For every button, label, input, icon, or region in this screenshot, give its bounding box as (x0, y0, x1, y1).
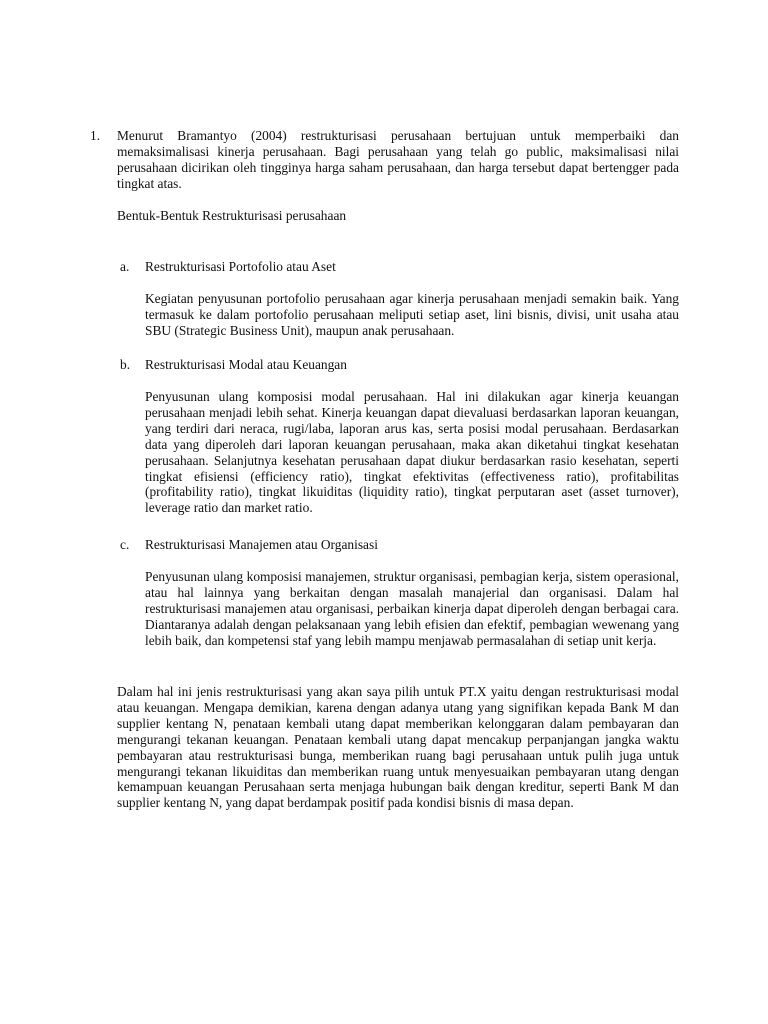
section-b-letter: b. (120, 357, 131, 372)
section-a-title: Restrukturisasi Portofolio atau Aset (145, 259, 336, 274)
section-heading: Bentuk-Bentuk Restrukturisasi perusahaan (117, 208, 347, 223)
section-b-title: Restrukturisasi Modal atau Keuangan (145, 357, 347, 372)
intro-paragraph: Menurut Bramantyo (2004) restrukturisasi perusahaan bertujuan untuk memperbaiki dan memaksimalisasi kinerja perusahaan. Bagi perusahaan yang telah go public, maksimalisasi nilai perusahaan dicirikan oleh tingginya harga saham perusahaan, dan harga tersebut dapat bertengger pada tingkat atas. (117, 128, 679, 191)
section-c-letter: c. (120, 537, 130, 552)
section-b-body: Penyusunan ulang komposisi modal perusahaan. Hal ini dilakukan agar kinerja keuangan perusahaan menjadi lebih sehat. Kinerja keuangan dapat dievaluasi berdasarkan laporan keuangan, yang terdiri dari neraca, rugi/laba, laporan arus kas, serta posisi modal perusahaan. Berdasarkan data yang diperoleh dari laporan keuangan perusahaan, maka akan diketahui tingkat kesehatan perusahaan. Selanjutnya kesehatan perusahaan dapat diukur berdasarkan rasio kesehatan, seperti tingkat efisiensi (efficiency ratio), tingkat efektivitas (effectiveness ratio), profitabilitas (profitability ratio), tingkat likuiditas (liquidity ratio), tingkat perputaran aset (asset turnover), leverage ratio dan market ratio. (145, 389, 679, 516)
conclusion-paragraph: Dalam hal ini jenis restrukturisasi yang akan saya pilih untuk PT.X yaitu dengan restrukturisasi modal atau keuangan. Mengapa demikian, karena dengan adanya utang yang signifikan kepada Bank M dan supplier kentang N, penataan kembali utang dapat memberikan kelonggaran dalam pembayaran dan mengurangi tekanan keuangan. Penataan kembali utang dapat mencakup perpanjangan jangka waktu pembayaran atau restrukturisasi bunga, memberikan ruang bagi perusahaan untuk pulih juga untuk mengurangi tekanan likuiditas dan memberikan ruang untuk menyesuaikan pembayaran utang dengan kemampuan keuangan Perusahaan serta menjaga hubungan baik dengan kreditur, seperti Bank M dan supplier kentang N, yang dapat berdampak positif pada kondisi bisnis di masa depan. (117, 684, 679, 811)
section-a-body: Kegiatan penyusunan portofolio perusahaan agar kinerja perusahaan menjadi semakin baik. Yang termasuk ke dalam portofolio perusahaan meliputi setiap aset, lini bisnis, divisi, unit usaha atau SBU (Strategic Business Unit), maupun anak perusahaan. (145, 291, 679, 338)
section-a-letter: a. (120, 259, 130, 274)
section-c-body: Penyusunan ulang komposisi manajemen, struktur organisasi, pembagian kerja, sistem operasional, atau hal lainnya yang berkaitan dengan masalah manajerial dan organisasi. Dalam hal restrukturisasi manajemen atau organisasi, perbaikan kinerja dapat diperoleh dengan berbagai cara. Diantaranya adalah dengan pelaksanaan yang lebih efisien dan efektif, pembagian wewenang yang lebih baik, dan kompetensi staf yang lebih mampu menjawab permasalahan di setiap unit kerja. (145, 569, 679, 648)
section-c-title: Restrukturisasi Manajemen atau Organisasi (145, 537, 378, 552)
list-number: 1. (90, 128, 101, 143)
